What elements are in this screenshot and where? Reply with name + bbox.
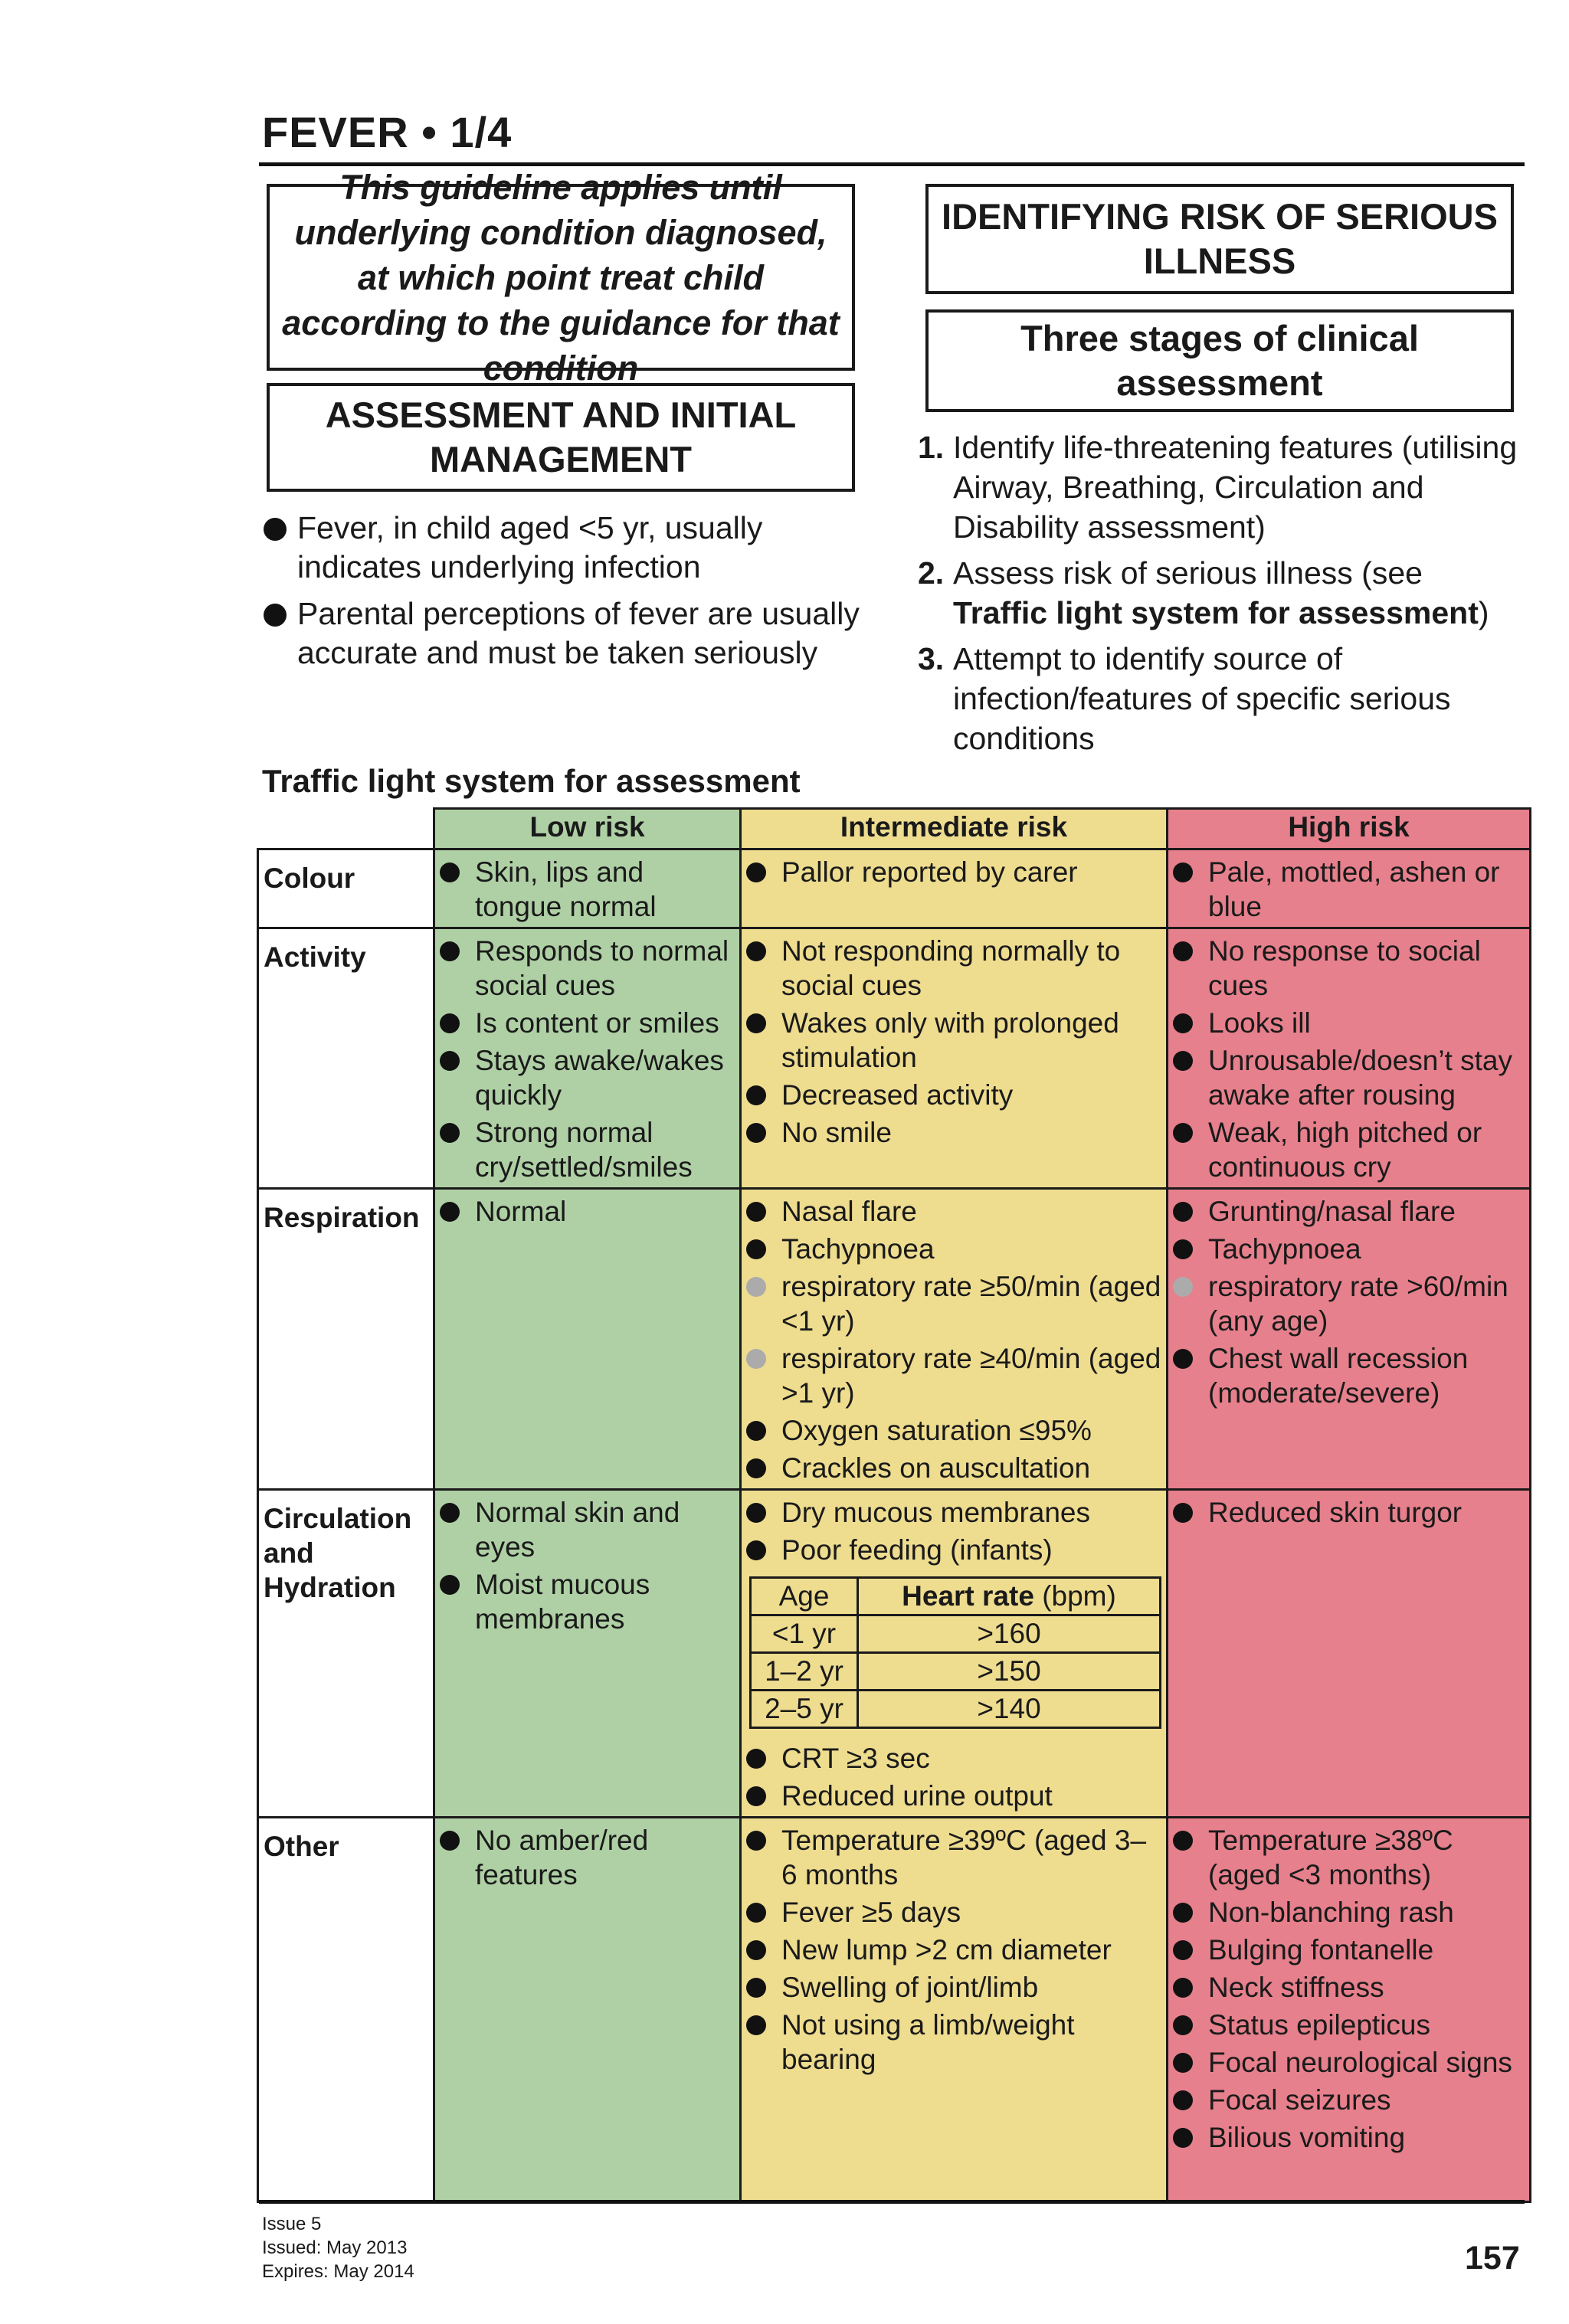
list-item: Looks ill (1173, 1006, 1525, 1040)
list-item: Not responding normally to social cues (746, 934, 1161, 1003)
assessment-steps-list (918, 427, 1523, 764)
list-item: Focal neurological signs (1173, 2045, 1525, 2080)
cell-low (434, 1490, 741, 1818)
cell-high (1168, 928, 1531, 1189)
list-item: Is content or smiles (440, 1006, 735, 1040)
list-item: Status epilepticus (1173, 2008, 1525, 2042)
cell-low (434, 849, 741, 928)
cell-intermediate (741, 1818, 1168, 2202)
assessment-bullet-list (262, 509, 860, 680)
hr-cell: >160 (858, 1615, 1161, 1653)
table-row (258, 928, 1531, 1189)
issued-date: Issued: May 2013 (262, 2237, 408, 2258)
list-item: respiratory rate >60/min (any age) (1173, 1269, 1525, 1338)
row-label-circulation: Circulation and Hydration (258, 1490, 434, 1818)
bottom-divider (259, 2200, 1525, 2204)
list-item: Moist mucous membranes (440, 1567, 735, 1636)
cell-low (434, 1189, 741, 1490)
assessment-heading-box: ASSESSMENT AND INITIAL MANAGEMENT (267, 383, 855, 492)
step-number: 1. (918, 430, 945, 465)
table-row (258, 1490, 1531, 1818)
list-item: No smile (746, 1115, 1161, 1150)
col-age: Age (751, 1578, 858, 1615)
list-item: Reduced urine output (746, 1779, 1161, 1813)
list-item: Reduced skin turgor (1173, 1495, 1525, 1530)
hr-cell: >140 (858, 1691, 1161, 1728)
list-item: Wakes only with prolonged stimulation (746, 1006, 1161, 1075)
row-label-respiration: Respiration (258, 1189, 434, 1490)
list-item: Strong normal cry/settled/smiles (440, 1115, 735, 1184)
step-text-end: ) (1478, 595, 1489, 630)
list-item: Poor feeding (infants) (746, 1533, 1161, 1567)
list-item: Bulging fontanelle (1173, 1933, 1525, 1967)
step-item (918, 427, 1523, 547)
list-item: Chest wall recession (moderate/severe) (1173, 1341, 1525, 1410)
list-item: Decreased activity (746, 1078, 1161, 1112)
list-item: Grunting/nasal flare (1173, 1194, 1525, 1229)
header-high-risk: High risk (1168, 809, 1531, 849)
list-item: Tachypnoea (746, 1232, 1161, 1266)
stages-subheading-box: Three stages of clinical assessment (925, 309, 1514, 412)
cell-intermediate (741, 928, 1168, 1189)
age-cell: 1–2 yr (751, 1653, 858, 1691)
cell-intermediate (741, 849, 1168, 928)
page-number: 157 (1465, 2240, 1520, 2277)
row-label-other: Other (258, 1818, 434, 2202)
hr-cell: >150 (858, 1653, 1161, 1691)
list-item: No response to social cues (1173, 934, 1525, 1003)
list-item: Oxygen saturation ≤95% (746, 1413, 1161, 1448)
expiry-date: Expires: May 2014 (262, 2261, 414, 2282)
cell-high (1168, 1189, 1531, 1490)
cell-high (1168, 849, 1531, 928)
cell-low (434, 928, 741, 1189)
heart-rate-table (749, 1576, 1161, 1729)
row-label-colour: Colour (258, 849, 434, 928)
list-item: Bilious vomiting (1173, 2120, 1525, 2155)
list-item: New lump >2 cm diameter (746, 1933, 1161, 1967)
list-item: CRT ≥3 sec (746, 1741, 1161, 1776)
list-item: Not using a limb/weight bearing (746, 2008, 1161, 2077)
table-row (258, 1189, 1531, 1490)
step-text: Identify life-threatening features (utilising Airway, Breathing, Circulation and Disability assessment) (953, 430, 1518, 545)
cell-high (1168, 1490, 1531, 1818)
list-item: Neck stiffness (1173, 1970, 1525, 2005)
list-item: Crackles on auscultation (746, 1451, 1161, 1485)
table-header-row (258, 809, 1531, 849)
header-low-risk: Low risk (434, 809, 741, 849)
list-item: Pale, mottled, ashen or blue (1173, 855, 1525, 924)
list-item: Tachypnoea (1173, 1232, 1525, 1266)
list-item: Dry mucous membranes (746, 1495, 1161, 1530)
list-item: No amber/red features (440, 1823, 735, 1892)
cell-intermediate (741, 1490, 1168, 1818)
list-item: Normal (440, 1194, 735, 1229)
list-item: Unrousable/doesn’t stay awake after rousing (1173, 1043, 1525, 1112)
table-row (751, 1615, 1161, 1653)
list-item: Pallor reported by carer (746, 855, 1161, 889)
header-blank (258, 809, 434, 849)
list-item: respiratory rate ≥40/min (aged >1 yr) (746, 1341, 1161, 1410)
cell-intermediate (741, 1189, 1168, 1490)
step-item (918, 553, 1523, 633)
step-number: 3. (918, 641, 945, 676)
list-item: Temperature ≥38ºC (aged <3 months) (1173, 1823, 1525, 1892)
footer-meta (262, 2212, 414, 2283)
list-item: Temperature ≥39ºC (aged 3–6 months (746, 1823, 1161, 1892)
table-row (751, 1691, 1161, 1728)
list-item: Nasal flare (746, 1194, 1161, 1229)
list-item: Skin, lips and tongue normal (440, 855, 735, 924)
row-label-activity: Activity (258, 928, 434, 1189)
heart-rate-header (751, 1578, 1161, 1615)
list-item: Stays awake/wakes quickly (440, 1043, 735, 1112)
col-heart-rate: Heart rate (bpm) (858, 1578, 1161, 1615)
list-item: Focal seizures (1173, 2083, 1525, 2117)
step-item (918, 639, 1523, 758)
list-item: Normal skin and eyes (440, 1495, 735, 1564)
age-cell: <1 yr (751, 1615, 858, 1653)
step-text: Attempt to identify source of infection/features of specific serious conditions (953, 641, 1451, 756)
list-item: Non-blanching rash (1173, 1895, 1525, 1930)
table-row (258, 1818, 1531, 2202)
scope-note-box: This guideline applies until underlying condition diagnosed, at which point treat child according to the guidance for that condition (267, 184, 855, 371)
cell-high (1168, 1818, 1531, 2202)
cell-low (434, 1818, 741, 2202)
risk-heading-box: IDENTIFYING RISK OF SERIOUS ILLNESS (925, 184, 1514, 294)
table-row (258, 849, 1531, 928)
list-item: Parental perceptions of fever are usually accurate and must be taken seriously (262, 594, 860, 673)
list-item: Responds to normal social cues (440, 934, 735, 1003)
traffic-light-title: Traffic light system for assessment (262, 763, 801, 799)
issue-number: Issue 5 (262, 2214, 322, 2234)
header-intermediate-risk: Intermediate risk (741, 809, 1168, 849)
step-number: 2. (918, 555, 945, 591)
age-cell: 2–5 yr (751, 1691, 858, 1728)
list-item: Fever ≥5 days (746, 1895, 1161, 1930)
list-item: Fever, in child aged <5 yr, usually indicates underlying infection (262, 509, 860, 587)
step-text: Assess risk of serious illness (see (953, 555, 1423, 591)
list-item: Weak, high pitched or continuous cry (1173, 1115, 1525, 1184)
page-title: FEVER • 1/4 (262, 108, 513, 156)
list-item: respiratory rate ≥50/min (aged <1 yr) (746, 1269, 1161, 1338)
list-item: Swelling of joint/limb (746, 1970, 1161, 2005)
step-link-text: Traffic light system for assessment (953, 595, 1479, 630)
table-row (751, 1653, 1161, 1691)
traffic-light-table (257, 807, 1531, 2203)
